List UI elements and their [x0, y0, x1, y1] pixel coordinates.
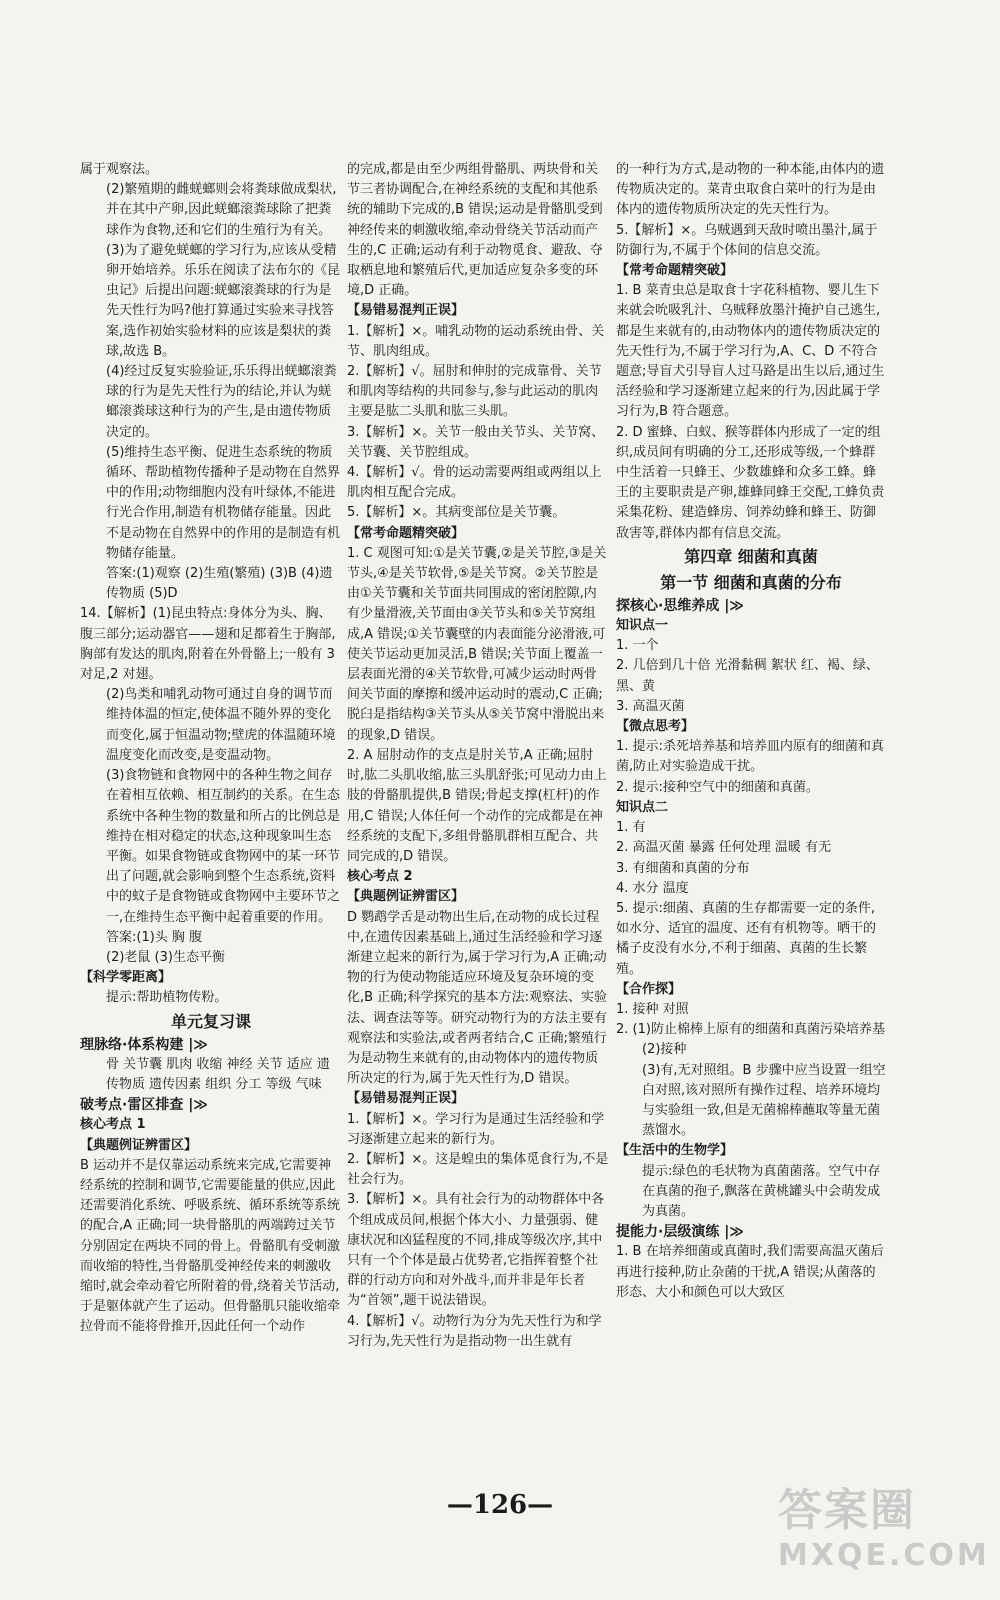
text-paragraph: 理脉络·体系构建 |≫	[80, 1036, 208, 1053]
text-paragraph: 2. 高温灭菌 暴露 任何处理 温暖 有无	[616, 840, 832, 856]
text-paragraph: (3)为了避免蜣螂的学习行为,应该从受精卵开始培养。乐乐在阅读了法布尔的《昆虫记》后提出问题:蜣螂滚粪球的行为是先天性行为吗?他打算通过实验来寻找答案,选作初始实验材料的应该是梨状的粪球,故选 B。	[106, 242, 341, 359]
text-paragraph: (2)繁殖期的雌蜣螂则会将粪球做成梨状,并在其中产卵,因此蜣螂滚粪球除了把粪球作为食物,还和它们的生殖行为有关。	[106, 182, 337, 238]
text-paragraph: (5)维持生态平衡、促进生态系统的物质循环、帮助植物传播种子是动物在自然界中的作用;动物细胞内没有叶绿体,不能进行光合作用,制造有机物储存能量。因此不是动物在自然界中的作用的是制造有机物储存能量。	[106, 444, 341, 561]
text-paragraph: 的完成,都是由至少两组骨骼肌、两块骨和关节三者协调配合,在神经系统的支配和其他系统的辅助下完成的,B 错误;运动是骨骼肌受到神经传来的刺激收缩,牵动骨绕关节活动而产生的,C 正确;运动有利于动物觅食、避敌、夺取栖息地和繁殖后代,更加适应复杂多变的环境,D 正确。	[347, 162, 603, 299]
text-paragraph: 【常考命题精突破】	[616, 263, 734, 279]
text-paragraph: 第一节 细菌和真菌的分布	[660, 572, 842, 592]
text-paragraph: 提示:帮助植物传粉。	[106, 990, 228, 1006]
text-paragraph: 14.【解析】(1)昆虫特点:身体分为头、胸、腹三部分;运动器官——翅和足都着生于胸部,胸部有发达的肌肉,附着在外骨骼上;一般有 3 对足,2 对翅。	[80, 606, 336, 683]
text-paragraph: 2. (1)防止棉棒上原有的细菌和真菌污染培养基	[616, 1022, 885, 1038]
text-paragraph: 1. B 菜青虫总是取食十字花科植物、婴儿生下来就会吮吸乳汁、乌贼释放墨汁掩护自己逃生,都是生来就有的,由动物体内的遗传物质决定的先天性行为,不属于学习行为,A、C、D 不符合题意;导盲犬引导盲人过马路是出生以后,通过生活经验和学习逐渐建立起来的行为,因此属于学习行为,B 符合题意。	[616, 283, 885, 420]
text-paragraph: 4. 水分 温度	[616, 880, 689, 896]
text-paragraph: 1. B 在培养细菌或真菌时,我们需要高温灭菌后再进行接种,防止杂菌的干扰,A 错误;从菌落的形态、大小和颜色可以大致区	[616, 1244, 884, 1300]
watermark-text: 答案圈	[778, 1485, 916, 1536]
text-paragraph: 5.【解析】×。其病变部位是关节囊。	[347, 505, 566, 521]
watermark-logo	[778, 1474, 990, 1584]
text-paragraph: 骨 关节囊 肌肉 收缩 神经 关节 适应 遗传物质 遗传因素 组织 分工 等级 气味	[106, 1056, 330, 1092]
column-right	[616, 160, 886, 1303]
text-paragraph: 4.【解析】√。动物行为分为先天性行为和学习行为,先天性行为是指动物一出生就有	[347, 1313, 602, 1349]
text-paragraph: 2.【解析】×。这是蝗虫的集体觅食行为,不是社会行为。	[347, 1151, 609, 1188]
text-paragraph: 【典题例证辨雷区】	[80, 1137, 198, 1153]
text-paragraph: 5.【解析】×。乌贼遇到天敌时喷出墨汁,属于防御行为,不属于个体间的信息交流。	[616, 222, 878, 258]
text-paragraph: D 鹦鹉学舌是动物出生后,在动物的成长过程中,在遗传因素基础上,通过生活经验和学习逐渐建立起来的新行为,属于学习行为,A 正确;动物的行为使动物能适应环境及复杂环境的变化,B 正确;科学探究的基本方法:观察法、实验法、调查法等等。研究动物行为的方法主要有观察法和实验法,或者两者结合,C 正确;繁殖行为是动物生来就有的,由动物体内的遗传物质所决定的行为,属于先天性行为,D 错误。	[347, 909, 608, 1087]
text-paragraph: 提示:绿色的毛状物为真菌菌落。空气中存在真菌的孢子,飘落在黄桃罐头中会萌发成为真菌。	[642, 1163, 881, 1219]
text-paragraph: 探核心·思维养成 |≫	[616, 597, 744, 614]
text-paragraph: (2)鸟类和哺乳动物可通过自身的调节而维持体温的恒定,使体温不随外界的变化而变化,属于恒温动物;壁虎的体温随环境温度变化而改变,是变温动物。	[106, 687, 336, 763]
text-paragraph: 【易错易混判正误】	[347, 1091, 465, 1107]
watermark-url: MXQE.COM	[778, 1538, 990, 1573]
text-paragraph: 5. 提示:细菌、真菌的生存都需要一定的条件,如水分、适宜的温度、还有有机物等。晒干的橘子皮没有水分,不利于细菌、真菌的生长繁殖。	[616, 900, 877, 977]
text-paragraph: 答案:(1)观察 (2)生殖(繁殖) (3)B (4)遗传物质 (5)D	[106, 566, 333, 602]
text-paragraph: (2)老鼠 (3)生态平衡	[106, 949, 225, 965]
text-paragraph: 1. 一个	[616, 638, 659, 654]
text-paragraph: 提能力·层级演练 |≫	[616, 1224, 744, 1241]
text-paragraph: 知识点一	[616, 618, 669, 634]
text-paragraph: 1.【解析】×。哺乳动物的运动系统由骨、关节、肌肉组成。	[347, 323, 605, 359]
text-paragraph: 3. 高温灭菌	[616, 698, 685, 714]
text-paragraph: 1. C 观图可知:①是关节囊,②是关节腔,③是关节头,④是关节软骨,⑤是关节窝。②关节腔是由①关节囊和关节面共同围成的密闭腔隙,内有少量滑液,关节面由③关节头和⑤关节窝组成,A 错误;①关节囊壁的内表面能分泌滑液,可使关节运动更加灵活,B 错误;关节面上覆盖一层表面光滑的④关节软骨,可减少运动时两骨间关节面的摩擦和缓冲运动时的震动,C 正确;脱臼是指结构③关节头从⑤关节窝中滑脱出来的现象,D 错误。	[347, 545, 607, 743]
text-paragraph: 4.【解析】√。骨的运动需要两组或两组以上肌肉相互配合完成。	[347, 465, 602, 501]
text-paragraph: 核心考点 2	[347, 869, 413, 885]
text-paragraph: 1. 提示:杀死培养基和培养皿内原有的细菌和真菌,防止对实验造成干扰。	[616, 739, 884, 775]
text-paragraph: (4)经过反复实验验证,乐乐得出蜣螂滚粪球的行为是先天性行为的结论,并认为蜣螂滚粪球这种行为的产生,是由遗传物质决定的。	[106, 364, 337, 440]
text-paragraph: 2. 提示:接种空气中的细菌和真菌。	[616, 779, 819, 795]
text-paragraph: 破考点·雷区排查 |≫	[80, 1097, 208, 1114]
text-paragraph: B 运动并不是仅靠运动系统来完成,它需要神经系统的控制和调节,它需要能量的供应,因此还需要消化系统、呼吸系统、循环系统等系统的配合,A 正确;同一块骨骼肌的两端跨过关节分别固定在两块不同的骨上。骨骼肌有受刺激而收缩的特性,当骨骼肌受神经传来的刺激收缩时,就会牵动着它所附着的骨,绕着关节活动,于是躯体就产生了运动。但骨骼肌只能收缩牵拉骨而不能将骨推开,因此任何一个动作	[80, 1157, 341, 1335]
text-paragraph: 【生活中的生物学】	[616, 1143, 734, 1159]
text-paragraph: 1. 接种 对照	[616, 1001, 689, 1017]
text-paragraph: 属于观察法。	[80, 162, 159, 177]
text-paragraph: 第四章 细菌和真菌	[684, 546, 818, 566]
text-paragraph: 3.【解析】×。关节一般由关节头、关节窝、关节囊、关节腔组成。	[347, 424, 605, 460]
text-paragraph: 【常考命题精突破】	[347, 525, 465, 541]
text-paragraph: (3)有,无对照组。B 步骤中应当设置一组空白对照,该对照所有操作过程、培养环境均与实验组一致,但是无菌棉棒蘸取等量无菌蒸馏水。	[642, 1062, 886, 1139]
text-paragraph: 核心考点 1	[80, 1117, 146, 1133]
text-paragraph: 【微点思考】	[616, 719, 695, 735]
text-paragraph: 1. 有	[616, 820, 646, 836]
text-paragraph: 1.【解析】×。学习行为是通过生活经验和学习逐渐建立起来的新行为。	[347, 1111, 605, 1147]
text-paragraph: 3. 有细菌和真菌的分布	[616, 860, 750, 876]
page-number: —126—	[446, 1490, 554, 1520]
text-paragraph: 2. D 蜜蜂、白蚁、猴等群体内形成了一定的组织,成员间有明确的分工,还形成等级,一个蜂群中生活着一只蜂王、少数雄蜂和众多工蜂。蜂王的主要职责是产卵,雄蜂同蜂王交配,工蜂负责采集花粉、建造蜂房、饲养幼蜂和蜂王、防御敌害等,群体内都有信息交流。	[616, 424, 885, 541]
text-paragraph: 的一种行为方式,是动物的一种本能,由体内的遗传物质决定的。菜青虫取食白菜叶的行为是由体内的遗传物质所决定的先天性行为。	[616, 162, 885, 218]
text-paragraph: 2. 几倍到几十倍 光滑黏稠 絮状 红、褐、绿、黑、黄	[616, 658, 879, 694]
text-paragraph: 2.【解析】√。屈肘和伸肘的完成靠骨、关节和肌肉等结构的共同参与,参与此运动的肌肉主要是肱二头肌和肱三头肌。	[347, 364, 602, 420]
text-paragraph: 【易错易混判正误】	[347, 303, 465, 319]
text-paragraph: (2)接种	[642, 1042, 687, 1058]
text-paragraph: 答案:(1)头 胸 腹	[106, 929, 203, 945]
column-left	[80, 160, 342, 1338]
text-paragraph: 单元复习课	[170, 1011, 251, 1031]
text-paragraph: 2. A 屈肘动作的支点是肘关节,A 正确;屈肘时,肱二头肌收缩,肱三头肌舒张;可见动力由上肢的骨骼肌提供,B 错误;骨起支撑(杠杆)的作用,C 错误;人体任何一个动作的完成都是在神经系统的支配下,多组骨骼肌群相互配合、共同完成的,D 错误。	[347, 747, 607, 864]
text-paragraph: 3.【解析】×。具有社会行为的动物群体中各个组成成员间,根据个体大小、力量强弱、健康状况和凶猛程度的不同,排成等级次序,其中只有一个个体是最占优势者,它指挥着整个社群的行动方向和对外战斗,而并非是年长者为“首领”,题干说法错误。	[347, 1192, 605, 1309]
text-paragraph: 知识点二	[616, 799, 669, 815]
text-paragraph: 【合作探】	[616, 981, 682, 997]
text-paragraph: (3)食物链和食物网中的各种生物之间存在着相互依赖、相互制约的关系。在生态系统中各种生物的数量和所占的比例总是维持在相对稳定的状态,这种现象叫生态平衡。如果食物链或食物网中的某一环节出了问题,就会影响到整个生态系统,资料中的蚊子是食物链或食物网中主要环节之一,在维持生态平衡中起着重要的作用。	[106, 768, 341, 925]
text-paragraph: 【科学零距离】	[80, 970, 172, 986]
text-paragraph: 【典题例证辨雷区】	[347, 889, 465, 905]
column-middle	[347, 160, 609, 1352]
